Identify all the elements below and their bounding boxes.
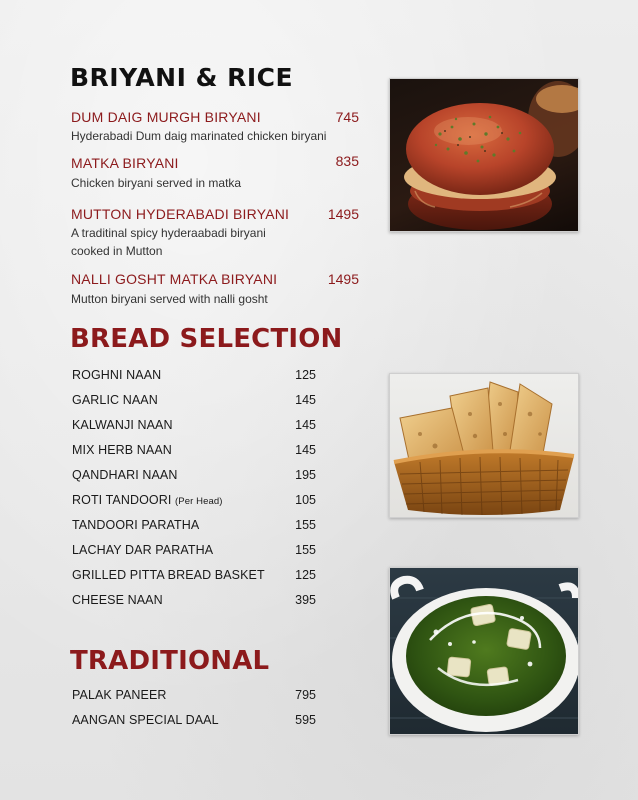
menu-item-name: GARLIC NAAN — [72, 393, 158, 407]
menu-item-price: 795 — [295, 688, 316, 702]
menu-item-price: 745 — [335, 109, 359, 125]
menu-item-price: 125 — [295, 368, 316, 382]
menu-item-name: QANDHARI NAAN — [72, 468, 178, 482]
biryani-pot-image — [390, 79, 578, 231]
menu-item-price: 595 — [295, 713, 316, 727]
menu-item-name: MATKA BIRYANI — [71, 155, 179, 171]
menu-item-name: CHEESE NAAN — [72, 593, 163, 607]
menu-item-description: Hyderabadi Dum daig marinated chicken biryani — [71, 129, 327, 143]
menu-item-name: MIX HERB NAAN — [72, 443, 172, 457]
menu-item-price: 145 — [295, 443, 316, 457]
palak-paneer-image — [390, 568, 578, 734]
menu-item-price: 155 — [295, 518, 316, 532]
traditional-section-title: TRADITIONAL — [70, 646, 270, 676]
bread-section-title: BREAD SELECTION — [70, 324, 343, 354]
menu-item-description-line: cooked in Mutton — [71, 244, 163, 258]
menu-item-description-line: A traditinal spicy hyderaabadi biryani — [71, 226, 266, 240]
palak-paneer-photo — [389, 567, 579, 735]
biryani-photo — [389, 78, 579, 232]
bread-basket-photo — [389, 373, 579, 518]
menu-item-name: GRILLED PITTA BREAD BASKET — [72, 568, 265, 582]
menu-item-name: ROTI TANDOORI — [72, 493, 172, 507]
menu-item-name: ROGHNI NAAN — [72, 368, 162, 382]
menu-item-name: TANDOORI PARATHA — [72, 518, 200, 532]
menu-item-name: MUTTON HYDERABADI BIRYANI — [71, 206, 290, 222]
menu-item-price: 105 — [295, 493, 316, 507]
menu-item-price: 835 — [335, 153, 359, 169]
menu-item-note: (Per Head) — [175, 496, 223, 507]
menu-item-name: KALWANJI NAAN — [72, 418, 173, 432]
menu-item-price: 1495 — [327, 271, 359, 287]
menu-item-price: 195 — [295, 468, 316, 482]
menu-item-name: LACHAY DAR PARATHA — [72, 543, 214, 557]
menu-item-price: 125 — [295, 568, 316, 582]
menu-item-name: AANGAN SPECIAL DAAL — [72, 713, 219, 727]
menu-item-name: PALAK PANEER — [72, 688, 167, 702]
menu-item-price: 1495 — [327, 206, 359, 222]
menu-item-name: NALLI GOSHT MATKA BIRYANI — [71, 271, 278, 287]
biryani-section-title: BRIYANI & RICE — [70, 63, 294, 92]
menu-item-price: 395 — [295, 593, 316, 607]
bread-basket-image — [390, 374, 578, 517]
menu-item-description: Mutton biryani served with nalli gosht — [71, 292, 268, 306]
menu-item-name: DUM DAIG MURGH BIRYANI — [71, 109, 261, 125]
menu-item-price: 145 — [295, 393, 316, 407]
menu-item-name-with-note — [72, 493, 223, 507]
menu-item-price: 145 — [295, 418, 316, 432]
menu-item-price: 155 — [295, 543, 316, 557]
menu-item-description: Chicken biryani served in matka — [71, 176, 242, 190]
